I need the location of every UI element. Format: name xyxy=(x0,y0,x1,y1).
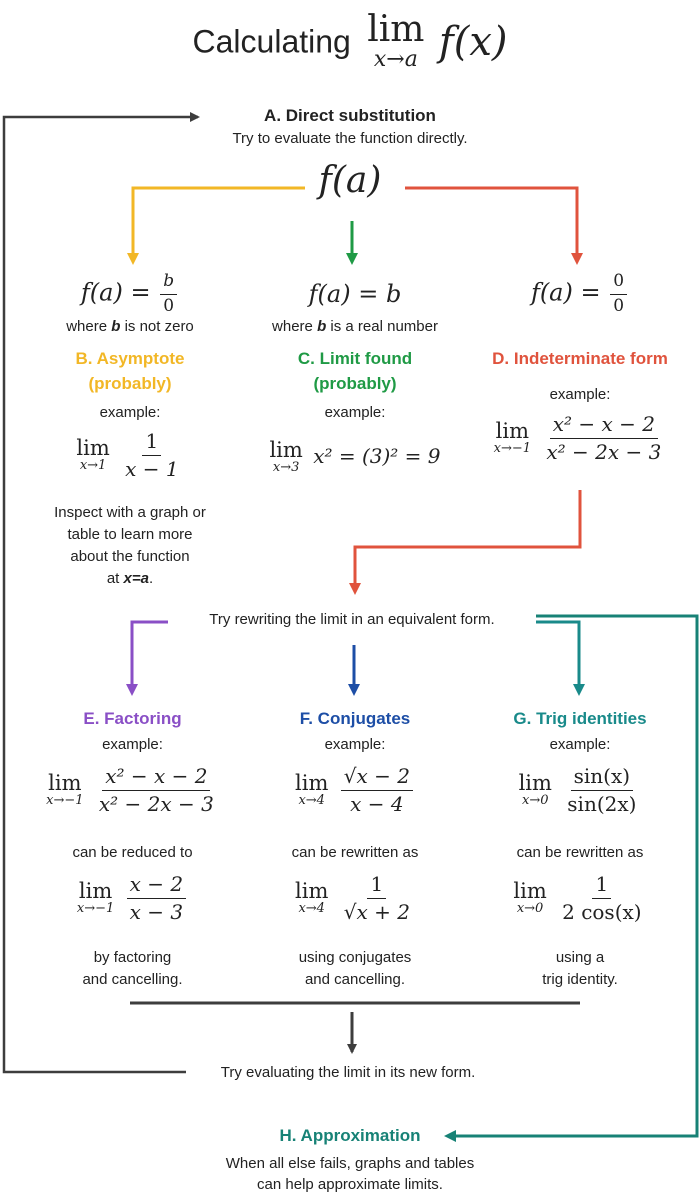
branch-b-den: x − 1 xyxy=(125,457,179,481)
branch-d-example-label: example: xyxy=(549,386,611,403)
branch-b-note-4-pre: at xyxy=(106,570,120,587)
branch-c-example-label: example: xyxy=(324,404,386,421)
method-e-ex1-num: x² − x − 2 xyxy=(102,765,210,791)
method-f-ex1 xyxy=(245,765,465,816)
method-f-ex1-frac xyxy=(341,765,413,816)
branch-b-heading1: B. Asymptote xyxy=(75,349,185,368)
title-lim-word: lim xyxy=(367,9,425,50)
method-g-ex2 xyxy=(470,873,690,924)
node-h-desc2: can help approximate limits. xyxy=(257,1176,443,1193)
branch-d-lim-sub: x→−1 xyxy=(493,440,532,456)
branch-c-expr: f(a) = b xyxy=(308,280,402,308)
branch-b-cond-pre: where xyxy=(66,318,108,335)
branch-b-expr xyxy=(20,272,240,316)
method-g-example-label: example: xyxy=(549,736,611,753)
method-e-ex1-lim xyxy=(46,770,84,808)
branch-b-note-4-post: . xyxy=(148,570,154,587)
node-h-heading: H. Approximation xyxy=(279,1126,421,1145)
branch-b-expr-lhs: f(a) = xyxy=(80,278,151,307)
method-e-ex1-frac xyxy=(96,765,217,816)
method-f-heading: F. Conjugates xyxy=(299,709,411,728)
branch-b-note-3: about the function xyxy=(70,548,190,565)
method-f-ex2-frac xyxy=(341,873,413,924)
branch-c-example xyxy=(245,440,465,475)
branch-d-num: x² − x − 2 xyxy=(550,413,658,439)
page-title xyxy=(0,9,700,72)
method-e-ex2-lim-word: lim xyxy=(78,878,113,903)
method-g-ex2-num: 1 xyxy=(592,873,611,899)
branch-b-example-label: example: xyxy=(99,404,161,421)
branch-b-num: 1 xyxy=(142,430,161,456)
branch-c-lim-word: lim xyxy=(269,438,303,462)
method-e-ex1 xyxy=(20,765,245,816)
title-text: Calculating xyxy=(192,23,351,60)
branch-c-heading1: C. Limit found xyxy=(297,349,413,368)
method-g-ex1-lim-sub: x→0 xyxy=(521,792,549,808)
evaluate-step: Try evaluating the limit in its new form. xyxy=(220,1064,476,1081)
branch-b-cond xyxy=(20,318,240,335)
branch-b-lim-sub: x→1 xyxy=(79,457,107,473)
method-g-ex2-frac xyxy=(559,873,644,924)
method-g-heading: G. Trig identities xyxy=(513,709,647,728)
method-f-ex1-lim-word: lim xyxy=(295,770,329,795)
method-e-heading: E. Factoring xyxy=(83,709,182,728)
method-f-ex1-lim xyxy=(295,770,329,808)
branch-b-example xyxy=(20,430,240,481)
branch-c-cond-var: b xyxy=(317,318,327,335)
method-e-foot2: and cancelling. xyxy=(82,971,183,988)
rewrite-step: Try rewriting the limit in an equivalent form. xyxy=(209,611,495,628)
branch-d-heading: D. Indeterminate form xyxy=(492,349,668,368)
branch-c-lim xyxy=(269,440,302,475)
method-e-ex2-lim xyxy=(76,878,115,916)
branch-c-cond-pre: where xyxy=(272,318,313,335)
branch-d-den: x² − 2x − 3 xyxy=(546,440,662,464)
method-g-ex1-num: sin(x) xyxy=(571,765,633,791)
method-f-ex2-num: 1 xyxy=(367,873,386,899)
branch-b-cond-var: b xyxy=(111,318,121,335)
node-a-heading: A. Direct substitution xyxy=(264,106,436,125)
method-g-ex2-den: 2 cos(x) xyxy=(562,900,642,924)
method-f-ex1-num: √x − 2 xyxy=(341,765,413,791)
method-g-ex1 xyxy=(470,765,690,816)
branch-d-example xyxy=(470,413,690,464)
arrow-to-g xyxy=(536,622,579,693)
branch-b-expr-den: 0 xyxy=(163,295,175,316)
method-e-ex1-den: x² − 2x − 3 xyxy=(98,792,214,816)
branch-d-expr-lhs: f(a) = xyxy=(530,278,601,307)
branch-d-expr-frac xyxy=(610,272,627,316)
branch-b-expr-num: b xyxy=(160,272,177,295)
method-g-foot2: trig identity. xyxy=(542,971,618,988)
branch-b-note-4 xyxy=(20,570,240,587)
method-f-ex1-den: x − 4 xyxy=(350,792,404,816)
arrow-to-e xyxy=(132,622,168,693)
branch-d-frac xyxy=(543,413,664,464)
branch-b-lim xyxy=(76,435,110,473)
method-g-ex2-lim-word: lim xyxy=(513,878,547,903)
method-f-ex2-lim-sub: x→4 xyxy=(298,900,325,916)
method-g-ex1-den: sin(2x) xyxy=(567,792,637,816)
branch-c-lim-sub: x→3 xyxy=(272,460,300,475)
branch-c-cond-post: is a real number xyxy=(330,318,438,335)
branch-d-expr-num: 0 xyxy=(610,272,627,295)
method-e-ex2-frac xyxy=(127,873,186,924)
branch-c-cond xyxy=(245,318,465,335)
method-g-foot1: using a xyxy=(555,949,605,966)
branch-c-body: x² = (3)² = 9 xyxy=(313,444,441,469)
method-e-mid: can be reduced to xyxy=(72,844,193,861)
method-g-ex2-lim-sub: x→0 xyxy=(516,900,544,916)
method-e-ex2-num: x − 2 xyxy=(127,873,186,899)
method-e-ex2 xyxy=(20,873,245,924)
branch-d-lim-word: lim xyxy=(495,418,529,443)
branch-d-expr xyxy=(470,272,690,316)
branch-b-note-2: table to learn more xyxy=(67,526,193,543)
method-e-foot1: by factoring xyxy=(93,949,172,966)
method-g-ex1-lim-word: lim xyxy=(518,770,552,795)
method-e-example-label: example: xyxy=(102,736,163,753)
method-e-ex1-lim-sub: x→−1 xyxy=(46,792,84,808)
method-g-mid: can be rewritten as xyxy=(516,844,644,861)
branch-b-expr-frac xyxy=(160,272,177,316)
node-a-fa: f(a) xyxy=(318,160,382,201)
branch-b-heading2: (probably) xyxy=(88,374,172,393)
method-f-foot1: using conjugates xyxy=(298,949,412,966)
method-f-ex2-den: √x + 2 xyxy=(343,900,410,924)
method-g-ex1-lim xyxy=(518,770,552,808)
loop-back-arrow xyxy=(4,117,198,1072)
node-h-desc1: When all else fails, graphs and tables xyxy=(225,1155,475,1172)
branch-b-cond-post: is not zero xyxy=(124,318,194,335)
method-f-ex2-lim-word: lim xyxy=(295,878,329,903)
method-e-ex2-lim-sub: x→−1 xyxy=(76,900,115,916)
method-f-example-label: example: xyxy=(324,736,386,753)
title-lim-sub: x→a xyxy=(373,47,418,72)
method-f-mid: can be rewritten as xyxy=(291,844,419,861)
arrow-d-to-rewrite xyxy=(355,490,580,592)
method-f-foot2: and cancelling. xyxy=(304,971,406,988)
branch-b-note-4-var: x=a xyxy=(123,570,149,587)
branch-d-lim xyxy=(493,418,532,456)
method-e-ex1-lim-word: lim xyxy=(48,770,82,795)
branch-b-note-1: Inspect with a graph or xyxy=(54,504,206,521)
method-f-ex1-lim-sub: x→4 xyxy=(298,792,325,808)
method-f-ex2 xyxy=(245,873,465,924)
method-e-ex2-den: x − 3 xyxy=(129,900,184,924)
method-g-ex2-lim xyxy=(513,878,547,916)
method-g-ex1-frac xyxy=(564,765,639,816)
method-f-ex2-lim xyxy=(295,878,329,916)
branch-d-expr-den: 0 xyxy=(613,295,625,316)
title-lim xyxy=(367,9,425,72)
branch-c-heading2: (probably) xyxy=(313,374,397,393)
branch-b-frac xyxy=(122,430,181,481)
title-fn: f(x) xyxy=(438,19,508,66)
branch-b-lim-word: lim xyxy=(76,435,110,460)
node-a-desc: Try to evaluate the function directly. xyxy=(232,130,468,147)
